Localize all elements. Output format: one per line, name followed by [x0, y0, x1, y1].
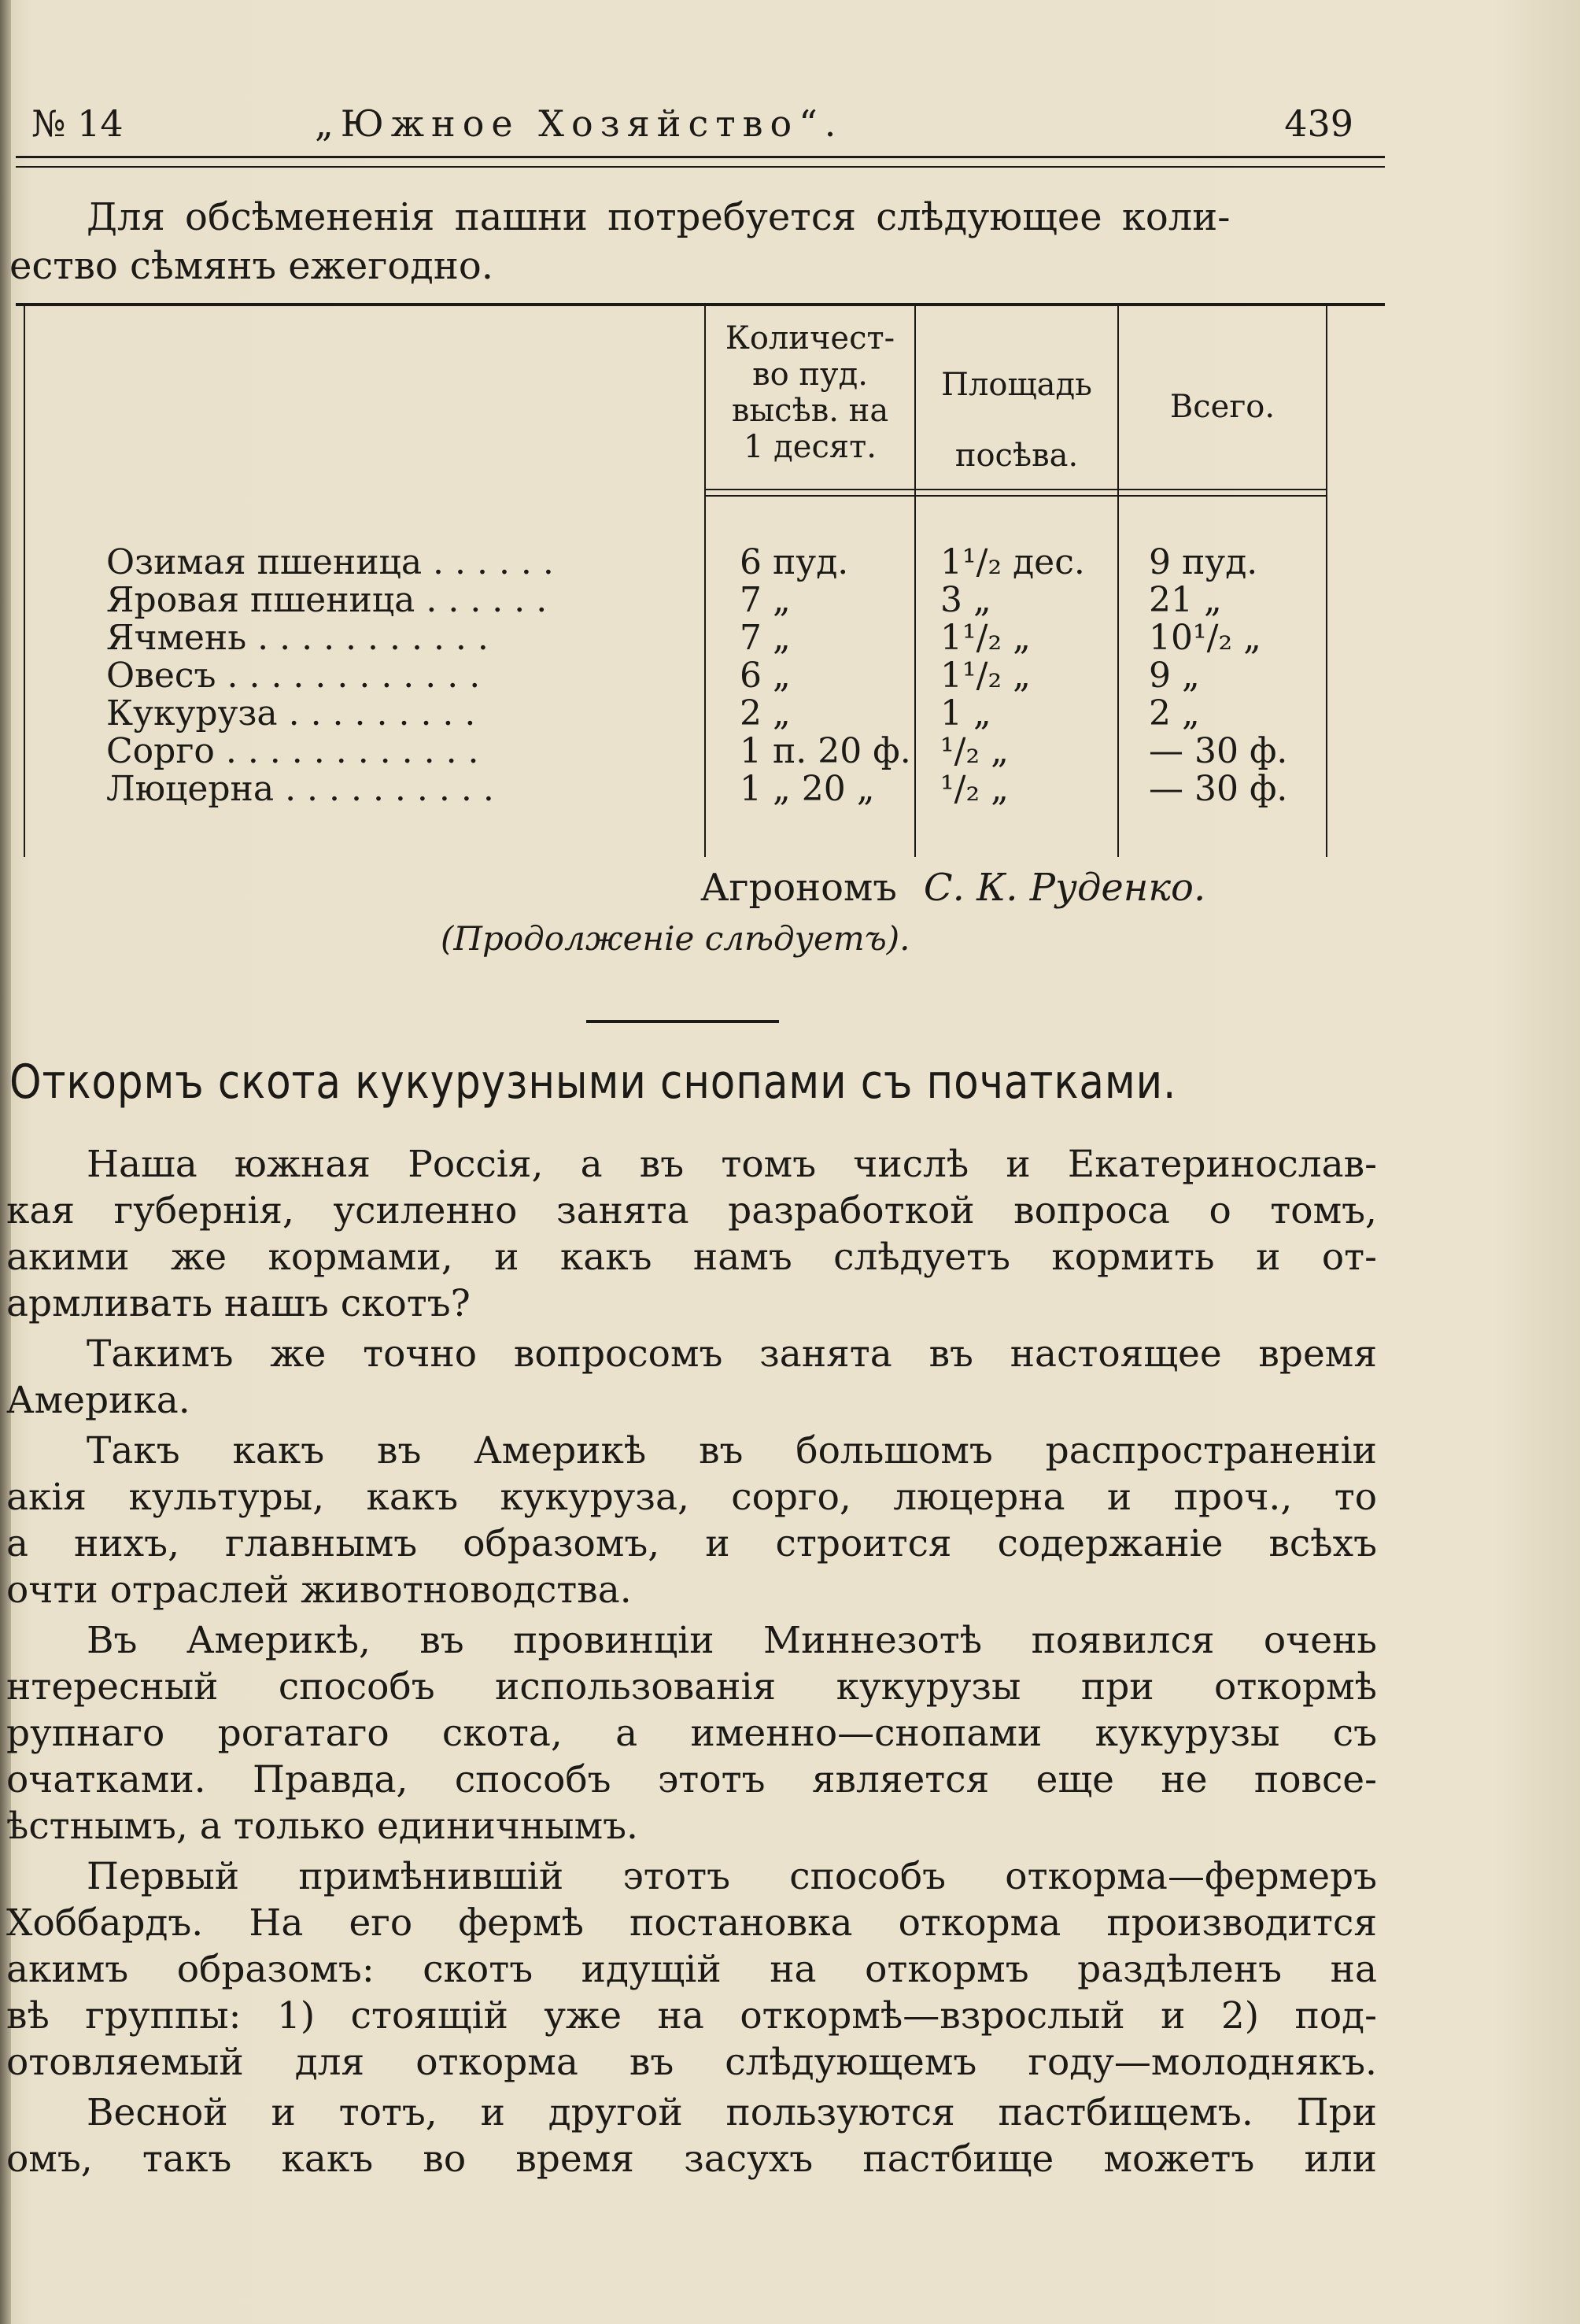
header-rule — [16, 156, 1385, 168]
crop-cell: Озимая пшеница . . . . . . — [106, 542, 554, 582]
table-row — [16, 580, 1385, 618]
signature — [700, 866, 1205, 910]
issue-number: № 14 — [31, 102, 124, 145]
continued-note: (Продолженіе слѣдуетъ). — [441, 919, 910, 958]
header-rate — [706, 320, 914, 465]
article-title: Откормъ скота кукурузными снопами съ початками. — [9, 1055, 1177, 1110]
article-line: ѣстнымъ, а только единичнымъ. — [6, 1805, 638, 1848]
header-total — [1119, 389, 1326, 425]
article-line: Первый примѣнившій этотъ способъ откорма—фермеръ — [87, 1855, 1377, 1898]
page-number: 439 — [1284, 102, 1353, 145]
crop-cell: Кукуруза . . . . . . . . . — [106, 693, 476, 733]
header-rate-line: высѣв. на — [731, 393, 889, 429]
article-line: очти отраслей животноводства. — [6, 1568, 632, 1612]
table-row — [16, 618, 1385, 656]
article-line: нтересный способъ использованія кукурузы при откормѣ — [6, 1665, 1377, 1709]
area-cell: 1¹/₂ „ — [940, 656, 1031, 696]
header-rate-line: Количест- — [725, 320, 895, 357]
rate-cell: 2 „ — [740, 693, 791, 733]
article-line: Такимъ же точно вопросомъ занята въ настоящее время — [87, 1332, 1377, 1376]
rate-cell: 7 „ — [740, 618, 791, 658]
area-cell: 1 „ — [940, 693, 991, 733]
header-underline-2 — [704, 495, 1326, 497]
total-cell: — 30 ф. — [1149, 769, 1288, 809]
table-row — [16, 731, 1385, 769]
crop-cell: Яровая пшеница . . . . . . — [106, 580, 548, 620]
article-line: Наша южная Россія, а въ томъ числѣ и Екатеринослав- — [87, 1143, 1377, 1186]
article-line: Хоббардъ. На его фермѣ постановка откорма производится — [6, 1901, 1377, 1945]
article-line: акими же кормами, и какъ намъ слѣдуетъ кормить и от- — [6, 1236, 1377, 1279]
header-area-line: Площадь — [941, 367, 1092, 403]
area-cell: ¹/₂ „ — [940, 731, 1009, 771]
signature-name: С. К. Руденко. — [923, 866, 1206, 910]
article-line: Весной и тотъ, и другой пользуются пастбищемъ. При — [87, 2091, 1377, 2134]
seed-table — [16, 303, 1385, 857]
rate-cell: 1 „ 20 „ — [740, 769, 875, 809]
section-separator — [586, 1020, 779, 1023]
crop-cell: Ячмень . . . . . . . . . . . — [106, 618, 489, 658]
total-cell: 2 „ — [1149, 693, 1200, 733]
total-cell: — 30 ф. — [1149, 731, 1288, 771]
area-cell: ¹/₂ „ — [940, 769, 1009, 809]
article-line: а нихъ, главнымъ образомъ, и строится содержаніе всѣхъ — [6, 1522, 1377, 1565]
rate-cell: 6 пуд. — [740, 542, 849, 582]
article-line: рупнаго рогатаго скота, а именно—снопами кукурузы съ — [6, 1712, 1377, 1755]
header-rate-line: 1 десят. — [744, 429, 877, 465]
intro-line-1: Для обсѣмененія пашни потребуется слѣдующее коли- — [87, 195, 1231, 239]
header-total-line: Всего. — [1169, 389, 1275, 425]
total-cell: 9 „ — [1149, 656, 1200, 696]
article-body — [0, 1141, 1377, 2182]
article-line: акія культуры, какъ кукуруза, сорго, люцерна и проч., то — [6, 1476, 1377, 1519]
article-line: кая губернія, усиленно занята разработкой вопроса о томъ, — [6, 1189, 1377, 1232]
article-line: отовляемый для откорма въ слѣдующемъ году—молоднякъ. — [6, 2041, 1377, 2084]
rate-cell: 1 п. 20 ф. — [740, 731, 911, 771]
article-line: Такъ какъ въ Америкѣ въ большомъ распространеніи — [87, 1429, 1377, 1472]
article-line: омъ, такъ какъ во время засухъ пастбище можетъ или — [6, 2137, 1377, 2181]
intro-line-2: ество сѣмянъ ежегодно. — [9, 244, 493, 288]
total-cell: 10¹/₂ „ — [1149, 618, 1261, 658]
article-line: вѣ группы: 1) стоящій уже на откормѣ—взрослый и 2) под- — [6, 1994, 1377, 2038]
table-row — [16, 693, 1385, 731]
total-cell: 21 „ — [1149, 580, 1222, 620]
running-header — [31, 94, 1377, 157]
journal-title: „Южное Хозяйство“. — [315, 102, 844, 145]
article-line: акимъ образомъ: скотъ идущій на откормъ раздѣленъ на — [6, 1948, 1377, 1991]
signature-role: Агрономъ — [700, 866, 897, 910]
crop-cell: Люцерна . . . . . . . . . . — [106, 769, 494, 809]
article-line: Въ Америкѣ, въ провинціи Миннезотѣ появился очень — [87, 1619, 1377, 1662]
article-line: армливать нашъ скотъ? — [6, 1282, 471, 1325]
area-cell: 3 „ — [940, 580, 991, 620]
rate-cell: 6 „ — [740, 656, 791, 696]
table-row — [16, 769, 1385, 807]
header-area — [916, 349, 1117, 491]
crop-cell: Овесъ . . . . . . . . . . . . — [106, 656, 481, 696]
crop-cell: Сорго . . . . . . . . . . . . — [106, 731, 479, 771]
rate-cell: 7 „ — [740, 580, 791, 620]
article-line: очатками. Правда, способъ этотъ является еще не повсе- — [6, 1758, 1377, 1801]
header-rate-line: во пуд. — [752, 357, 868, 393]
article-line: Америка. — [6, 1379, 190, 1422]
intro-paragraph — [0, 193, 1377, 290]
area-cell: 1¹/₂ дес. — [940, 542, 1085, 582]
total-cell: 9 пуд. — [1149, 542, 1258, 582]
header-area-line: посѣва. — [954, 438, 1079, 474]
area-cell: 1¹/₂ „ — [940, 618, 1031, 658]
table-row — [16, 542, 1385, 580]
table-row — [16, 656, 1385, 696]
